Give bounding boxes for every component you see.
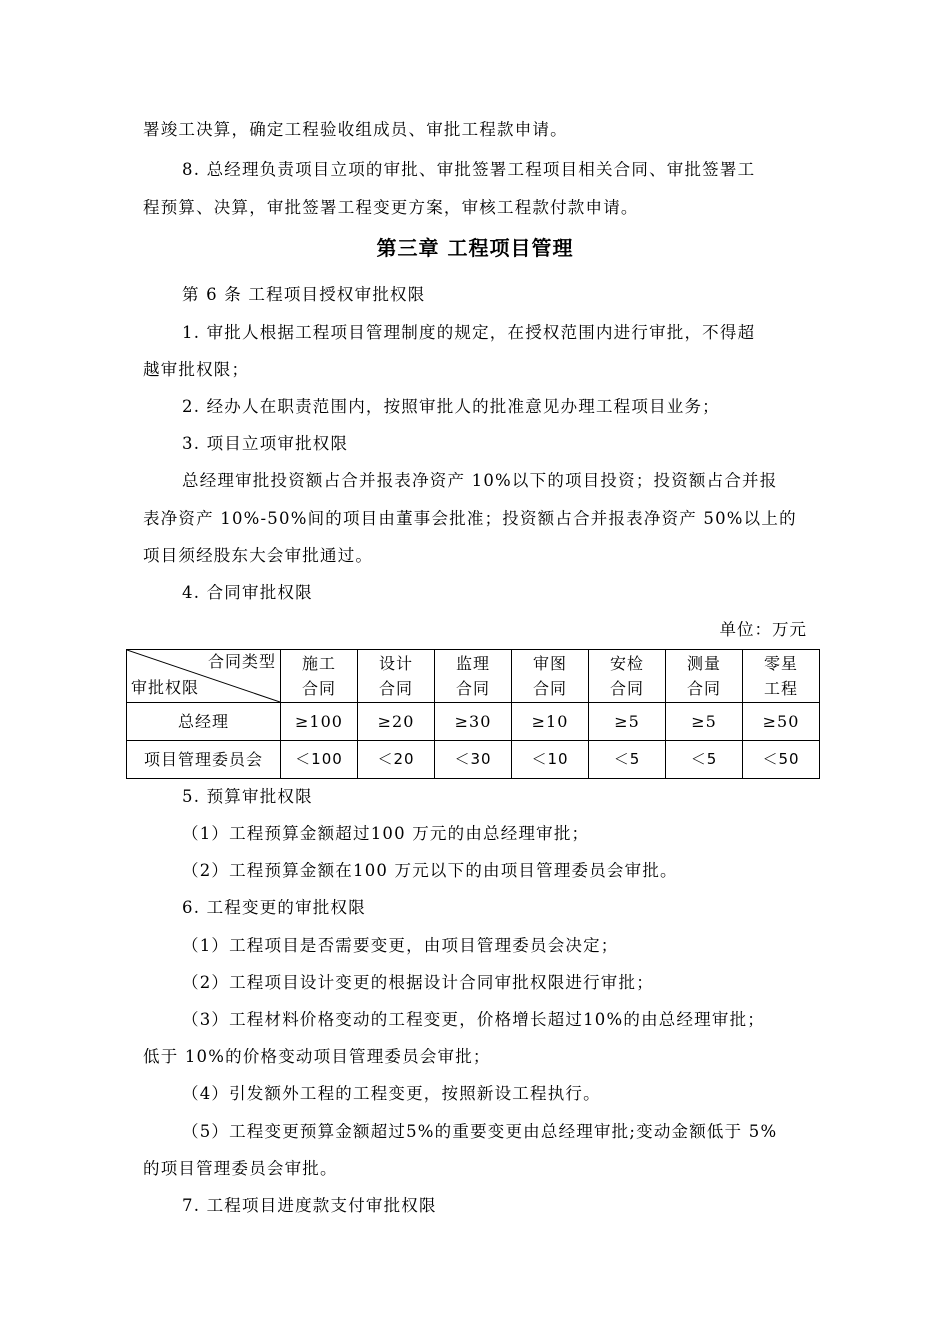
table-corner-cell xyxy=(127,650,281,703)
paragraph-line: （4）引发额外工程的工程变更，按照新设工程执行。 xyxy=(182,1084,601,1103)
paragraph-line: （1）工程项目是否需要变更，由项目管理委员会决定； xyxy=(182,936,619,955)
column-header-line: 合同 xyxy=(609,679,644,698)
unit-label: 单位：万元 xyxy=(719,620,807,639)
column-header-line: 合同 xyxy=(455,679,490,698)
column-header-line: 设计 xyxy=(378,654,413,673)
column-header-line: 合同 xyxy=(378,679,413,698)
table-cell: ≥10 xyxy=(512,703,589,741)
paragraph-line: 表净资产 10%-50%间的项目由董事会批准；投资额占合并报表净资产 50%以上的 xyxy=(143,509,797,528)
column-header xyxy=(743,650,820,703)
paragraph-line: 项目须经股东大会审批通过。 xyxy=(143,546,374,565)
paragraph-line: 署竣工决算，确定工程验收组成员、审批工程款申请。 xyxy=(143,120,568,139)
table-cell: ＜10 xyxy=(512,741,589,779)
paragraph-line: 2. 经办人在职责范围内，按照审批人的批准意见办理工程项目业务； xyxy=(182,397,720,416)
paragraph-line: 程预算、决算，审批签署工程变更方案，审核工程款付款申请。 xyxy=(143,198,639,217)
table-cell: ≥5 xyxy=(666,703,743,741)
column-header xyxy=(358,650,435,703)
table-cell: ＜5 xyxy=(666,741,743,779)
paragraph-line: 越审批权限； xyxy=(143,360,250,379)
table-cell: ≥30 xyxy=(435,703,512,741)
paragraph-line: 低于 10%的价格变动项目管理委员会审批； xyxy=(143,1047,491,1066)
column-header-line: 测量 xyxy=(686,654,721,673)
column-header-line: 施工 xyxy=(301,654,336,673)
paragraph-line: 总经理审批投资额占合并报表净资产 10%以下的项目投资；投资额占合并报 xyxy=(182,471,778,490)
column-header-line: 审图 xyxy=(532,654,567,673)
column-header xyxy=(281,650,358,703)
table-row xyxy=(127,703,820,741)
paragraph-line: 1. 审批人根据工程项目管理制度的规定，在授权范围内进行审批，不得超 xyxy=(182,323,756,342)
column-header-line: 监理 xyxy=(455,654,490,673)
paragraph-line: 5. 预算审批权限 xyxy=(182,787,313,806)
paragraph-line: 3. 项目立项审批权限 xyxy=(182,434,349,453)
table-cell: ≥5 xyxy=(589,703,666,741)
corner-bottom-label: 审批权限 xyxy=(131,678,200,697)
table-cell: ＜30 xyxy=(435,741,512,779)
table-cell: ＜50 xyxy=(743,741,820,779)
paragraph-line: 7. 工程项目进度款支付审批权限 xyxy=(182,1196,437,1215)
paragraph-line: 6. 工程变更的审批权限 xyxy=(182,898,366,917)
table-cell: ≥50 xyxy=(743,703,820,741)
paragraph-line: （2）工程预算金额在100 万元以下的由项目管理委员会审批。 xyxy=(182,861,678,880)
table-header-row xyxy=(127,650,820,703)
column-header-line: 工程 xyxy=(763,679,798,698)
column-header xyxy=(435,650,512,703)
row-label: 总经理 xyxy=(127,703,281,741)
table-cell: ≥20 xyxy=(358,703,435,741)
paragraph-line: 的项目管理委员会审批。 xyxy=(143,1159,338,1178)
paragraph-line: （1）工程预算金额超过100 万元的由总经理审批； xyxy=(182,824,590,843)
column-header-line: 安检 xyxy=(609,654,644,673)
table-cell: ＜5 xyxy=(589,741,666,779)
column-header xyxy=(666,650,743,703)
table-cell: ＜100 xyxy=(281,741,358,779)
paragraph-line: （3）工程材料价格变动的工程变更，价格增长超过10%的由总经理审批； xyxy=(182,1010,765,1029)
column-header-line: 合同 xyxy=(301,679,336,698)
table-row xyxy=(127,741,820,779)
paragraph-line: （5）工程变更预算金额超过5%的重要变更由总经理审批;变动金额低于 5% xyxy=(182,1122,778,1141)
paragraph-line: 8. 总经理负责项目立项的审批、审批签署工程项目相关合同、审批签署工 xyxy=(182,160,756,179)
column-header xyxy=(512,650,589,703)
contract-approval-table xyxy=(126,649,820,779)
table-cell: ＜20 xyxy=(358,741,435,779)
corner-top-label: 合同类型 xyxy=(207,652,276,671)
column-header-line: 合同 xyxy=(532,679,567,698)
column-header-line: 零星 xyxy=(763,654,798,673)
paragraph-line: （2）工程项目设计变更的根据设计合同审批权限进行审批； xyxy=(182,973,654,992)
article-heading: 第 6 条 工程项目授权审批权限 xyxy=(182,285,426,304)
column-header xyxy=(589,650,666,703)
column-header-line: 合同 xyxy=(686,679,721,698)
paragraph-line: 4. 合同审批权限 xyxy=(182,583,313,602)
table-cell: ≥100 xyxy=(281,703,358,741)
row-label: 项目管理委员会 xyxy=(127,741,281,779)
chapter-title: 第三章 工程项目管理 xyxy=(376,236,574,260)
